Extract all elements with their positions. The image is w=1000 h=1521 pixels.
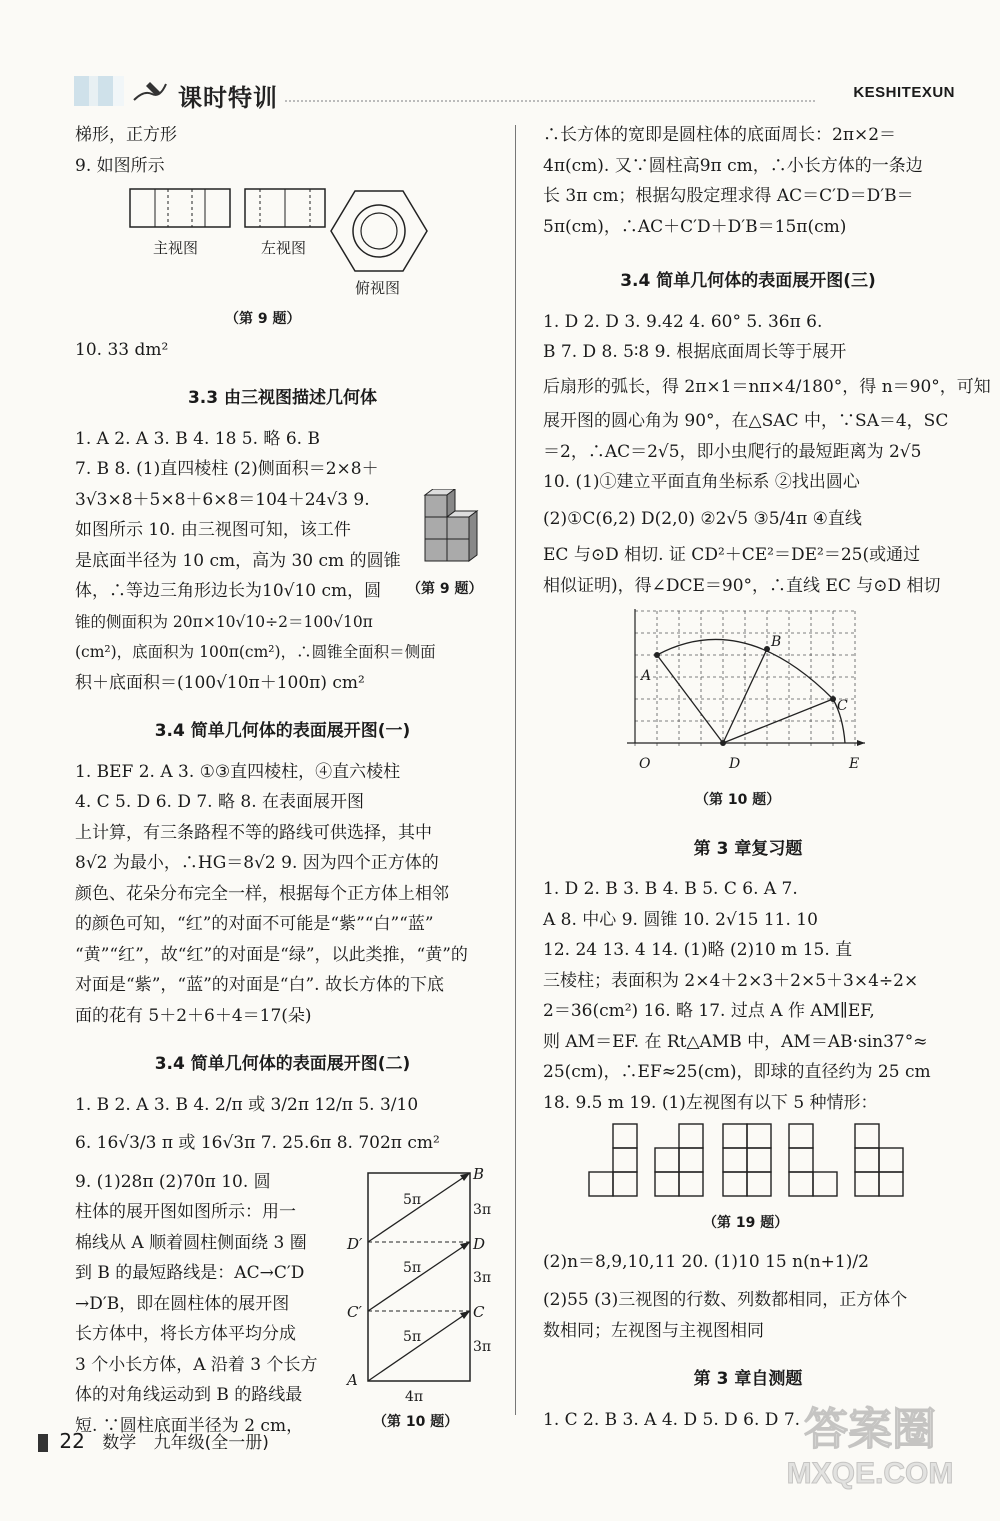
left-column: [75, 120, 490, 1441]
footer-subject: 数学: [102, 1433, 137, 1453]
answer-line: A 8. 中心 9. 圆锥 10. 2√15 11. 10: [543, 909, 818, 930]
figure-caption: （第 10 题）: [695, 792, 781, 808]
answer-line: 长 3π cm；根据勾股定理求得 AC＝C′D＝D′B＝: [543, 186, 914, 206]
answer-line: (2)55 (3)三视图的行数、列数都相同，正方体个: [543, 1290, 908, 1310]
answer-line: 的颜色可知，“红”的对面不可能是“紫”“白”“蓝”: [75, 914, 434, 934]
answer-line: (2)①C(6,2) D(2,0) ②2√5 ③5/4π ④直线: [543, 508, 862, 529]
answer-line: 2＝36(cm²) 16. 略 17. 过点 A 作 AM∥EF,: [543, 1001, 875, 1021]
answer-line: B 7. D 8. 5∶8 9. 根据底面周长等于展开: [543, 342, 847, 362]
answer-line: (2)n＝8,9,10,11 20. (1)10 15 n(n+1)/2: [543, 1251, 869, 1272]
answer-line: 短. ∵圆柱底面半径为 2 cm，: [75, 1415, 304, 1436]
watermark: [770, 1393, 970, 1503]
answer-line: 梯形，正方形: [75, 125, 177, 145]
section-title: 3.3 由三视图描述几何体: [187, 388, 378, 408]
answer-line: 积＋底面积＝(100√10π＋100π) cm²: [75, 672, 365, 693]
footer-grade: 九年级(全一册): [153, 1433, 269, 1453]
fig10-label-Dprime: D′: [347, 1234, 363, 1253]
answer-line: 数相同；左视图与主视图相同: [543, 1320, 764, 1341]
page-number: 22: [59, 1429, 85, 1453]
answer-line: 上计算，有三条路程不等的路线可供选择，其中: [75, 822, 432, 843]
answer-line: 1. C 2. B 3. A 4. D 5. D 6. D 7.: [543, 1409, 801, 1430]
fig10-label-B: B: [473, 1164, 485, 1183]
grid-label-O: O: [639, 756, 651, 772]
answer-line: 4. C 5. D 6. D 7. 略 8. 在表面展开图: [75, 792, 364, 812]
answer-line: 体的对角线运动到 B 的路线最: [75, 1385, 303, 1405]
answer-line: ∴长方体的宽即是圆柱体的底面周长：2π×2＝: [543, 125, 897, 145]
answer-line: 锥的侧面积为 20π×10√10÷2＝100√10π: [75, 612, 373, 631]
figure-caption: （第 9 题）: [407, 574, 483, 605]
page-footer: [38, 1428, 269, 1453]
answer-line: 7. B 8. (1)直四棱柱 (2)侧面积＝2×8＋: [75, 459, 379, 479]
footer-bar: [38, 1434, 48, 1452]
answer-line: 颜色、花朵分布完全一样，根据每个正方体上相邻: [75, 883, 449, 904]
answer-line: 后扇形的弧长，得 2π×1＝nπ×4/180°，得 n＝90°，可知: [543, 376, 991, 397]
figure-19-left-views: [543, 1118, 953, 1208]
answer-line: 相似证明)，得∠DCE＝90°，∴直线 EC 与⊙D 相切: [543, 575, 941, 596]
section-title: 3.4 简单几何体的表面展开图(一): [154, 721, 411, 741]
watermark-main: 答案圈: [804, 1404, 936, 1455]
view-label-left: 左视图: [261, 239, 307, 257]
fig10-label-h3: 3π: [473, 1338, 492, 1355]
answer-line: 是底面半径为 10 cm，高为 30 cm 的圆锥: [75, 550, 401, 571]
pen-icon: [130, 78, 170, 106]
left-views-drawing: [543, 1118, 953, 1208]
answer-line: →D′B，即在圆柱体的展开图: [75, 1293, 290, 1314]
fig10-label-D: D: [473, 1234, 486, 1253]
section-3-3-body: [75, 424, 490, 699]
column-divider: [515, 125, 516, 1415]
answer-line: 1. D 2. D 3. 9.42 4. 60° 5. 36π 6.: [543, 311, 823, 332]
answer-line: 9. 如图所示: [75, 155, 165, 176]
view-label-top: 俯视图: [355, 279, 401, 297]
section-title: 第 3 章自测题: [693, 1369, 803, 1389]
brand-en: KESHITEXUN: [853, 84, 955, 101]
figure-9-three-views: [75, 181, 490, 306]
fig10-label-len3: 5π: [403, 1328, 422, 1345]
answer-line: 10. 33 dm²: [75, 339, 169, 360]
answer-line: 8√2 为最小，∴HG＝8√2 9. 因为四个正方体的: [75, 853, 439, 873]
view-label-front: 主视图: [153, 239, 199, 257]
answer-line: 9. (1)28π (2)70π 10. 圆: [75, 1171, 271, 1192]
answer-line: 棉线从 A 顺着圆柱侧面绕 3 圈: [75, 1232, 307, 1253]
section-3-4-2-body: [75, 1164, 492, 1442]
answer-line: 面的花有 5＋2＋6＋4＝17(朵): [75, 1005, 312, 1026]
answer-line: 3√3×8＋5×8＋6×8＝104＋24√3 9.: [75, 489, 370, 510]
header-decor: [74, 76, 124, 106]
answer-line: EC 与⊙D 相切. 证 CD²＋CE²＝DE²＝25(或通过: [543, 545, 921, 565]
answer-line: 10. (1)①建立平面直角坐标系 ②找出圆心: [543, 472, 860, 492]
answer-line: 如图所示 10. 由三视图可知，该工件: [75, 520, 351, 540]
answer-line: 6. 16√3/3 π 或 16√3π 7. 25.6π 8. 702π cm²: [75, 1133, 440, 1153]
coordinate-grid-drawing: [543, 609, 953, 789]
header-divider: [285, 100, 815, 102]
right-column: [543, 120, 991, 1435]
grid-label-A: A: [641, 668, 652, 684]
grid-label-E: E: [849, 756, 860, 772]
answer-line: 1. BEF 2. A 3. ①③直四棱柱，④直六棱柱: [75, 761, 401, 782]
cube-stack-figure: [415, 489, 495, 569]
answer-line: 4π(cm). 又∵圆柱高9π cm，∴小长方体的一条边: [543, 155, 923, 176]
answer-line: ＝2，∴AC＝2√5，即小虫爬行的最短距离为 2√5: [543, 441, 922, 462]
fig10-label-w: 4π: [405, 1388, 424, 1405]
watermark-url: MXQE.COM: [786, 1457, 954, 1490]
figure-caption: （第 19 题）: [703, 1215, 789, 1231]
fig10-label-Cprime: C′: [347, 1302, 362, 1321]
answer-line: 1. A 2. A 3. B 4. 18 5. 略 6. B: [75, 428, 320, 449]
fig10-label-len2: 5π: [403, 1259, 422, 1276]
answer-line: 3 个小长方体，A 沿着 3 个长方: [75, 1354, 318, 1375]
answer-line: 1. D 2. B 3. B 4. B 5. C 6. A 7.: [543, 879, 798, 899]
section-title: 第 3 章复习题: [693, 838, 803, 859]
section-title: 3.4 简单几何体的表面展开图(二): [154, 1054, 411, 1074]
answer-line: (cm²)，底面积为 100π(cm²)，∴圆锥全面积＝侧面: [75, 643, 436, 661]
fig10-label-C: C: [473, 1302, 485, 1321]
answer-line: 18. 9.5 m 19. (1)左视图有以下 5 种情形：: [543, 1092, 878, 1113]
answer-line: 1. B 2. A 3. B 4. 2/π 或 3/2π 12/π 5. 3/10: [75, 1094, 419, 1115]
fig10-label-A: A: [347, 1370, 358, 1389]
figure-caption: （第 9 题）: [225, 311, 301, 327]
figure-caption: （第 10 题）: [373, 1413, 459, 1430]
grid-label-B: B: [771, 634, 782, 650]
fig10-label-h1: 3π: [473, 1201, 492, 1218]
grid-label-D: D: [729, 756, 741, 772]
answer-line: 三棱柱；表面积为 2×4＋2×3＋2×5＋3×4÷2×: [543, 970, 919, 991]
answer-line: 展开图的圆心角为 90°，在△SAC 中，∵SA＝4，SC: [543, 411, 949, 431]
answer-line: 长方体中，将长方体平均分成: [75, 1324, 296, 1344]
figure-10-grid: [543, 609, 953, 789]
brand-title: 课时特训: [178, 84, 278, 112]
grid-label-C: C: [837, 698, 848, 714]
fig10-label-len1: 5π: [403, 1191, 422, 1208]
answer-line: 对面是“紫”，“蓝”的对面是“白”. 故长方体的下底: [75, 975, 444, 995]
answer-line: 则 AM＝EF. 在 Rt△AMB 中，AM＝AB·sin37°≈: [543, 1031, 928, 1052]
answer-line: 到 B 的最短路线是：AC→C′D: [75, 1263, 305, 1283]
answer-line: 5π(cm)，∴AC＋C′D＋D′B＝15π(cm): [543, 216, 847, 237]
answer-line: 柱体的展开图如图所示：用一: [75, 1202, 296, 1222]
fig10-label-h2: 3π: [473, 1269, 492, 1286]
answer-line: 12. 24 13. 4 14. (1)略 (2)10 m 15. 直: [543, 940, 853, 960]
answer-line: 25(cm)，∴EF≈25(cm)，即球的直径约为 25 cm: [543, 1062, 931, 1082]
section-title: 3.4 简单几何体的表面展开图(三): [620, 271, 876, 291]
answer-line: 体，∴等边三角形边长为10√10 cm，圆: [75, 581, 382, 601]
answer-line: “黄”“红”，故“红”的对面是“绿”，以此类推，“黄”的: [75, 944, 468, 965]
page-header: [70, 70, 955, 114]
